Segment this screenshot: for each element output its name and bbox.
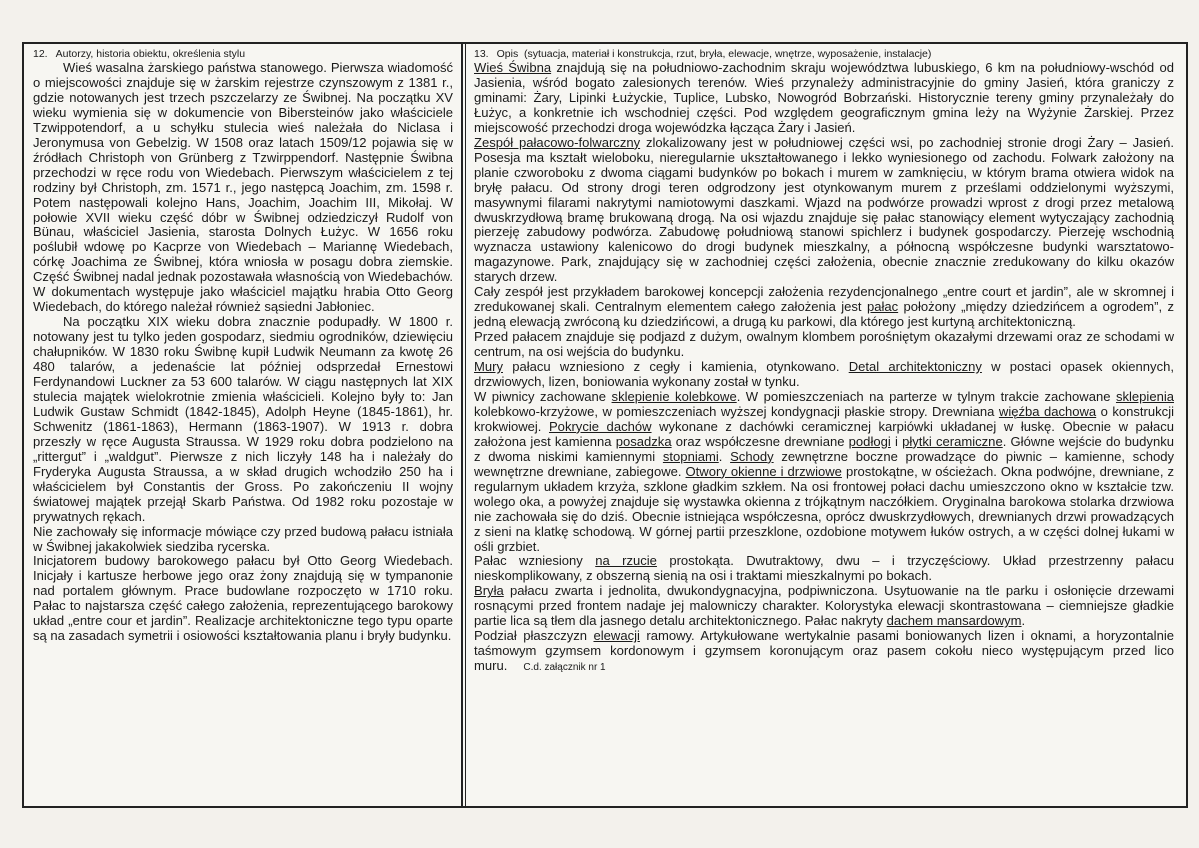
term-vault: sklepienie kolebkowe (611, 388, 737, 404)
history-paragraph: Wieś wasalna żarskiego państwa stanowego. Pierwsza wiadomość o miejscowości znajduje się w żarskim rejestrze czynszowym z 1381 r., gdzie notowanych jest trzech pszczelarzy ze Świbnej. Na początku XV wieku wymienia się w dokumencie von Bibersteinów jako właściciele Tzwippotendorf, a u schyłku stulecia wieś należała do Niclasa i Jeronymusa von Gebelzig. W 1508 oraz latach 1509/12 pojawia się w źródłach Christoph von Grünberg z Tzwirppendorf. Następnie Świbna przechodzi w ręce rodu von Wiedebach. Pierwszym właścicielem z tej rodziny był Christoph, zm. 1571 r., jego następcą Joachim, zm. 1598 r. Potem następowali kolejno Hans, Joachim, Joachim III, Mikołaj. W połowie XVII wieku część dóbr w Świbnej odziedziczył Rudolf von Bünau, właściciel Jasienia, starosta Dolnych Łużyc. W 1656 roku poślubił wdowę po Kacprze von Wiedebach – Mariannę Wiedebach, córkę Joachima ze Świbnej, która wniosła w posagu dobra ziemskie. Część Świbnej nadal jednak pozostawała własnością von Wiedebachów. W dokumentach występuje jako właściciel majątku hrabia Otto Georg Wiedebach, do którego należał również sąsiedni Jabłoniec. (33, 60, 453, 315)
section-13-heading (474, 48, 1174, 60)
term-walls: Mury (474, 359, 503, 375)
section-title: Opis (496, 48, 519, 60)
term-steps: stopniami (662, 448, 719, 464)
description-paragraph: Mury pałacu wzniesiono z cegły i kamienia, otynkowano. Detal architektoniczny w postaci opasek okiennych, drzwiowych, lizen, boniowania wykonany został w tynku. (474, 359, 1174, 390)
term-stairs: Schody (730, 448, 774, 464)
term-palace: pałac (866, 299, 899, 315)
continuation-note: C.d. załącznik nr 1 (523, 662, 606, 674)
description-paragraph: Cały zespół jest przykładem barokowej koncepcji założenia rezydencjonalnego „entre court et jardin”, ale w skromnej i zredukowanej skali. Centralnym elementem całego założenia jest pałac położony „między dziedzińcem a ogrodem”, z jedną elewacją zwróconą ku dziedzińcowi, a drugą ku parkowi, dla którego jest kurtyną architektoniczną. (474, 284, 1175, 330)
history-column (24, 44, 463, 806)
term-truss: więźba dachowa (998, 403, 1097, 419)
term-body: Bryła (474, 583, 504, 599)
section-title: Autorzy, historia obiektu, określenia stylu (55, 48, 246, 60)
term-tiles: płytki ceramiczne (902, 433, 1003, 449)
term-plan: na rzucie (595, 553, 657, 569)
section-number: 13. (474, 48, 489, 60)
term-village: Wieś Świbna (474, 60, 552, 75)
term-roofing: Pokrycie dachów (548, 418, 652, 434)
description-paragraph: Wieś Świbna znajdują się na południowo-zachodnim skraju województwa lubuskiego, 6 km na południowy-wschód od Jasienia, wśród bogato zalesionych terenów. Wieś przynależy administracyjnie do gminy Jasień, która graniczy z gminami: Żary, Lipinki Łużyckie, Tuplice, Lubsko, Nowogród Bobrzański. Historycznie tereny gminy przynależały do Łużyc, a konkretnie ich wschodniej części. Pod względem geograficznym gmina leży na Wyżynie Żarskiej. Przez miejscowość przechodzi droga wojewódzka łącząca Żary i Jasień. (474, 60, 1174, 135)
document-sheet (22, 42, 1188, 808)
description-paragraph: Podział płaszczyzn elewacji ramowy. Artykułowane wertykalnie pasami boniowanych lizen i oknami, a horyzontalnie taśmowym gzymsem kordonowym i gzymsem koronującym oraz pasem cokołu nieco występującym przed lico muru. C.d. załącznik nr 1 (474, 628, 1174, 674)
description-paragraph: Przed pałacem znajduje się podjazd z dużym, owalnym klombem porośniętym okazałymi drzewami oraz ze schodami w centrum, na osi wejścia do budynku. (474, 329, 1174, 360)
term-mansard: dachem mansardowym (886, 613, 1022, 629)
history-paragraph: Nie zachowały się informacje mówiące czy przed budową pałacu istniała w Świbnej jakakolwiek siedziba rycerska. (33, 523, 453, 554)
history-paragraph: Inicjatorem budowy barokowego pałacu był Otto Georg Wiedebach. Inicjały i kartusze herbowe jego oraz żony znajdują się w tympanonie nad portalem głównym. Prace budowlane rozpoczęto w 1710 roku. Pałac to najstarsza część całego założenia, reprezentującego barokowy układ „entre cour et jardin”. Realizacje architektoniczne tego typu oparte są na zasadach symetrii i osiowości kształtowania planu i bryły budynku. (33, 553, 453, 644)
description-paragraph: Bryła pałacu zwarta i jednolita, dwukondygnacyjna, podpiwniczona. Usytuowanie na tle parku i osłonięcie drzewami rosnącymi przed frontem nadaje jej malowniczy charakter. Kolorystyka elewacji skontrastowana – ciemniejsze gładkie partie lica są tłem dla jasnego detalu architektonicznego. Pałac nakryty dachem mansardowym. (474, 583, 1174, 629)
term-openings: Otwory okienne i drzwiowe (685, 463, 842, 479)
description-paragraph: Zespół pałacowo-folwarczny zlokalizowany jest w południowej części wsi, po zachodniej stronie drogi Żary – Jasień. Posesja ma kształt wieloboku, nieregularnie ukształtowanego i lekko wyniesionego od zachodu. Folwark założony na planie czworoboku z dwoma ciągami budynków po bokach i murem w zamknięciu, w którym brama otwiera widok na bryłę pałacu. Od strony drogi teren odgrodzony jest otynkowanym murem z prześlami oddzielonymi wyższymi, masywnymi filarami nakrytymi namiotowymi daszkami. Wjazd na podwórze prowadzi wprost z drogi przez metalową dwuskrzydłową bramę brukowaną drogą. Na osi wjazdu znajduje się pałac stanowiący element wytyczający zachodnią pierzeję zabudowy podwórza. Zabudowę południową stanowi spichlerz i budynek gospodarczy. Pierzeję wschodnią wyznacza ustawiony kalenicowo do drogi budynek mieszkalny, a północną współczesne budynki warsztatowo-magazynowe. Park, znajdujący się w zachodniej części założenia, obecnie znacznie zredukowany do kilku okazów starych drzew. (474, 134, 1174, 285)
section-subtitle: (sytuacja, materiał i konstrukcja, rzut, bryła, elewacje, wnętrze, wyposażenie, instalacje) (524, 48, 932, 60)
term-facade: elewacji (593, 628, 640, 644)
term-vaults: sklepienia (1115, 388, 1174, 404)
description-text (474, 61, 1174, 676)
history-paragraph: Na początku XIX wieku dobra znacznie podupadły. W 1800 r. notowany jest tu tylko jeden gospodarz, siedmiu ogrodników, dziewięciu chałupników. W 1830 roku Świbnę kupił Ludwik Neumann za kwotę 26 480 talarów, a jedenaście lat później odsprzedał Ernestowi Ferdynandowi Luckner za 53 600 talarów. W ciągu następnych lat XIX stulecia majątek wielokrotnie zmienia właścicieli. Kolejno były to: Jan Ludwik Gustaw Schmidt (1842-1845), Adolph Heyne (1845-1861), hr. Schwenitz (1861-1863), Hermann (1863-1907). W 1913 r. dobra przeszły w ręce Augusta Straussa. W 1929 roku dobra podzielono na „rittergut” i „waldgut”. Pierwsze z nich liczyły 148 ha i należały do Fryderyka Augusta Straussa, a w skład drugich wchodziło 250 ha i właścicielem był Constantis der Gross. Po zakończeniu II wojny światowej majątek przejął Skarb Państwa. Od 1982 roku pozostaje w prywatnych rękach. (33, 314, 453, 524)
description-paragraph: W piwnicy zachowane sklepienie kolebkowe. W pomieszczeniach na parterze w tylnym trakcie zachowane sklepienia kolebkowo-krzyżowe, w pomieszczeniach wyższej kondygnacji płaskie stropy. Drewniana więźba dachowa o konstrukcji krokwiowej. Pokrycie dachów wykonane z dachówki ceramicznej karpiówki układanej w łuskę. Obecnie w pałacu założona jest kamienna posadzka oraz współczesne drewniane podłogi i płytki ceramiczne. Główne wejście do budynku z dwoma niskimi kamiennymi stopniami. Schody zewnętrzne boczne prowadzące do piwnic – kamienne, schody wewnętrzne drewniane, zabiegowe. Otwory okienne i drzwiowe prostokątne, w ościeżach. Okna podwójne, drewniane, z regularnym układem krzyża, szklone gładkim szkłem. Na osi frontowej połaci dachu umieszczono okno w kształcie tzw. wolego oka, a powyżej znajduje się wystawka okienna z trójkątnym naczółkiem. Oryginalna barokowa stolarka drzwiowa nie zachowała się do dziś. Obecnie istniejąca współczesna, oprócz dwuskrzydłowych, drewnianych drzwi prowadzących z sieni na klatkę schodową. W górnej partii przeszklone, ozdobione motywem łuków ostrych, a w części dolnej łukami w ośli grzbiet. (474, 388, 1175, 554)
term-floor: posadzka (615, 433, 672, 449)
history-text (33, 61, 453, 644)
description-paragraph: Pałac wzniesiony na rzucie prostokąta. Dwutraktowy, dwu – i trzyczęściowy. Układ przestrzenny pałacu nieskomplikowany, z obszerną sienią na osi i traktami mieszkalnymi po bokach. (474, 553, 1174, 584)
term-complex: Zespół pałacowo-folwarczny (474, 134, 641, 150)
description-column (465, 44, 1186, 806)
term-detail: Detal architektoniczny (848, 359, 982, 375)
section-number: 12. (33, 48, 48, 60)
section-12-heading (33, 48, 453, 60)
term-boards: podłogi (848, 433, 891, 449)
